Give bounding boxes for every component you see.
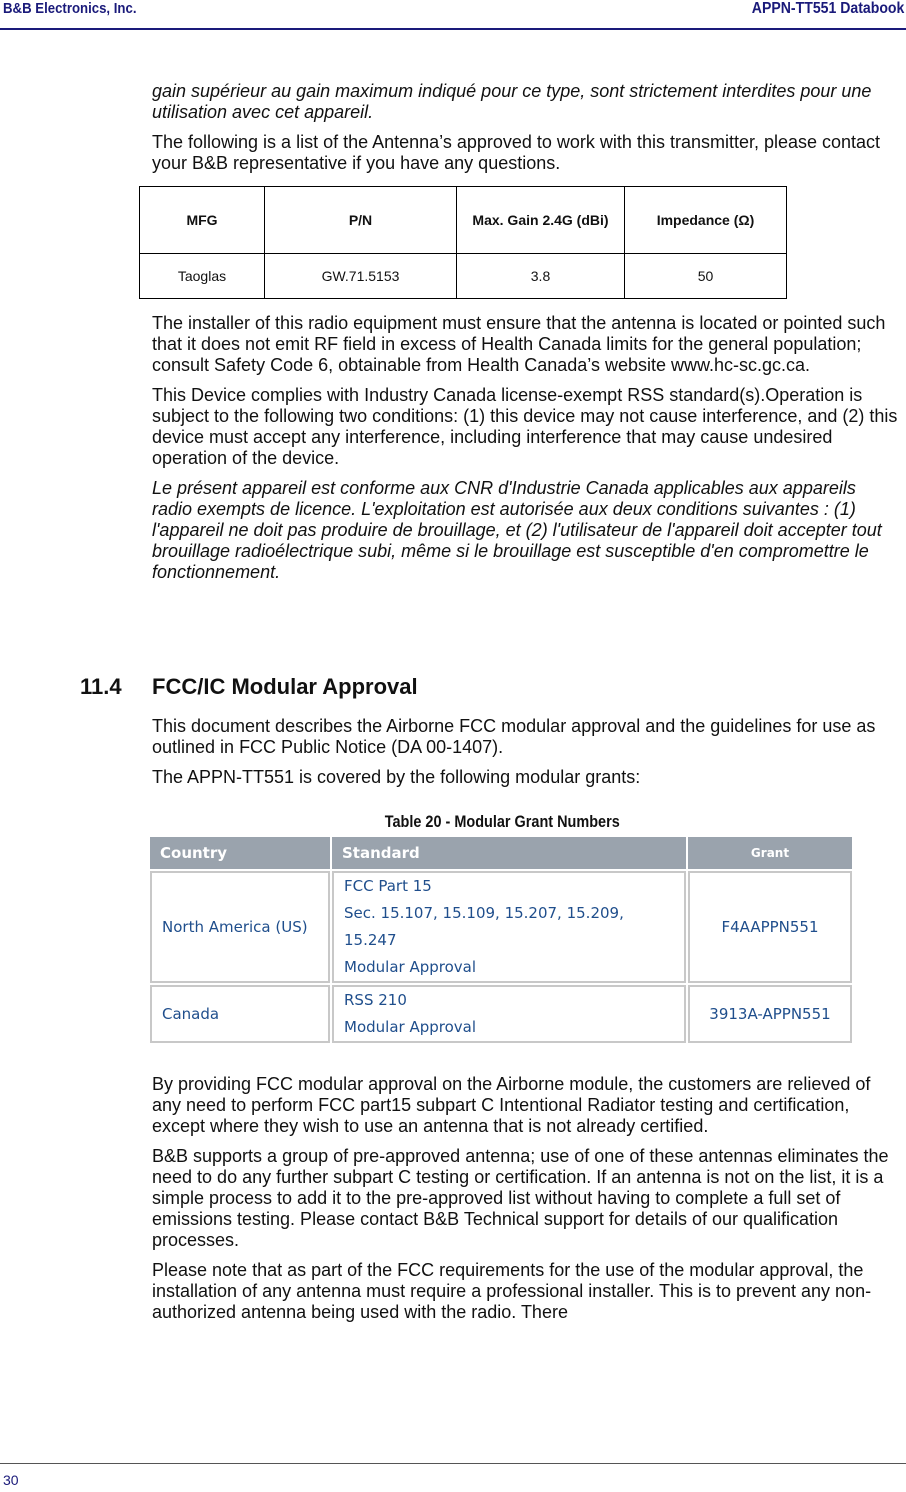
table-row bbox=[150, 985, 852, 1043]
standard-line: Modular Approval bbox=[344, 1018, 476, 1036]
antenna-list-intro: The following is a list of the Antenna’s approved to work with this transmitter, please contact your B&B representative if you have any questions. bbox=[152, 132, 881, 173]
modular-paragraph-1: By providing FCC modular approval on the Airborne module, the customers are relieved of any need to perform FCC part15 subpart C Intentional Radiator testing and certification, except where they wish to use an antenna that is not already certified. bbox=[152, 1074, 871, 1136]
cell-standard bbox=[332, 871, 686, 983]
modular-approval-block bbox=[152, 1074, 900, 1323]
cell-max-gain: 3.8 bbox=[457, 254, 625, 299]
section-paragraph-2: The APPN-TT551 is covered by the following modular grants: bbox=[152, 767, 641, 787]
grant-table-header bbox=[150, 837, 852, 869]
cell-grant: F4AAPPN551 bbox=[688, 871, 852, 983]
standard-line: FCC Part 15 bbox=[344, 877, 432, 895]
document-title: APPN-TT551 Databook bbox=[751, 0, 904, 17]
standard-line: Modular Approval bbox=[344, 958, 476, 976]
header-part-number: P/N bbox=[265, 187, 457, 254]
header-divider bbox=[0, 28, 906, 30]
table-row bbox=[150, 871, 852, 983]
ic-compliance-paragraph: This Device complies with Industry Canada license-exempt RSS standard(s).Operation is subject to the following two conditions: (1) this device may not cause interference, and (2) this device must accept any interference, including interference that may cause undesired operation of the device. bbox=[152, 385, 898, 468]
antenna-table-header bbox=[140, 187, 787, 254]
page-header bbox=[0, 0, 906, 30]
antenna-table bbox=[139, 186, 787, 299]
intro-block bbox=[152, 81, 900, 174]
ic-compliance-french-paragraph: Le présent appareil est conforme aux CNR d'Industrie Canada applicables aux appareils radio exempts de licence. L'exploitation est autorisée aux deux conditions suivantes : (1) l'appareil ne doit pas produire de brouillage, et (2) l'utilisateur de l'appareil doit accepter tout brouillage radioélectrique subi, même si le brouillage est susceptible d'en compromettre le fonctionnement. bbox=[152, 478, 882, 582]
section-title: FCC/IC Modular Approval bbox=[152, 674, 418, 699]
header-impedance: Impedance (Ω) bbox=[625, 187, 787, 254]
section-paragraph-1: This document describes the Airborne FCC modular approval and the guidelines for use as outlined in FCC Public Notice (DA 00-1407). bbox=[152, 716, 876, 757]
cell-country: North America (US) bbox=[150, 871, 330, 983]
header-max-gain: Max. Gain 2.4G (dBi) bbox=[457, 187, 625, 254]
cell-part-number: GW.71.5153 bbox=[265, 254, 457, 299]
grant-table bbox=[148, 835, 854, 1045]
table-caption: Table 20 - Modular Grant Numbers bbox=[384, 812, 620, 831]
standard-line: RSS 210 bbox=[344, 991, 407, 1009]
header-country: Country bbox=[150, 837, 330, 869]
section-intro-block bbox=[152, 716, 900, 788]
footer-divider bbox=[0, 1463, 906, 1464]
standard-line: Sec. 15.107, 15.109, 15.207, 15.209, 15.247 bbox=[344, 904, 624, 949]
cell-standard bbox=[332, 985, 686, 1043]
header-grant: Grant bbox=[688, 837, 852, 869]
header-mfg: MFG bbox=[140, 187, 265, 254]
french-warning-text: gain supérieur au gain maximum indiqué pour ce type, sont strictement interdites pour une utilisation avec cet appareil. bbox=[152, 81, 872, 122]
cell-grant: 3913A-APPN551 bbox=[688, 985, 852, 1043]
section-number: 11.4 bbox=[80, 674, 122, 699]
cell-impedance: 50 bbox=[625, 254, 787, 299]
section-heading bbox=[80, 674, 418, 700]
installer-paragraph: The installer of this radio equipment must ensure that the antenna is located or pointed such that it does not emit RF field in excess of Health Canada limits for the general population; consult Safety Code 6, obtainable from Health Canada’s website www.hc-sc.gc.ca. bbox=[152, 313, 886, 375]
company-name: B&B Electronics, Inc. bbox=[3, 0, 137, 17]
header-standard: Standard bbox=[332, 837, 686, 869]
cell-country: Canada bbox=[150, 985, 330, 1043]
page-number: 30 bbox=[3, 1472, 19, 1488]
table-row bbox=[140, 254, 787, 299]
compliance-block bbox=[152, 313, 900, 583]
modular-paragraph-2: B&B supports a group of pre-approved antenna; use of one of these antennas eliminates the need to do any further subpart C testing or certification. If an antenna is not on the list, it is a simple process to add it to the pre-approved list without having to complete a full set of emissions testing. Please contact B&B Technical support for details of our qualification processes. bbox=[152, 1146, 889, 1250]
cell-mfg: Taoglas bbox=[140, 254, 265, 299]
modular-paragraph-3: Please note that as part of the FCC requirements for the use of the modular approval, the installation of any antenna must require a professional installer. This is to prevent any non-authorized antenna being used with the radio. There bbox=[152, 1260, 872, 1322]
